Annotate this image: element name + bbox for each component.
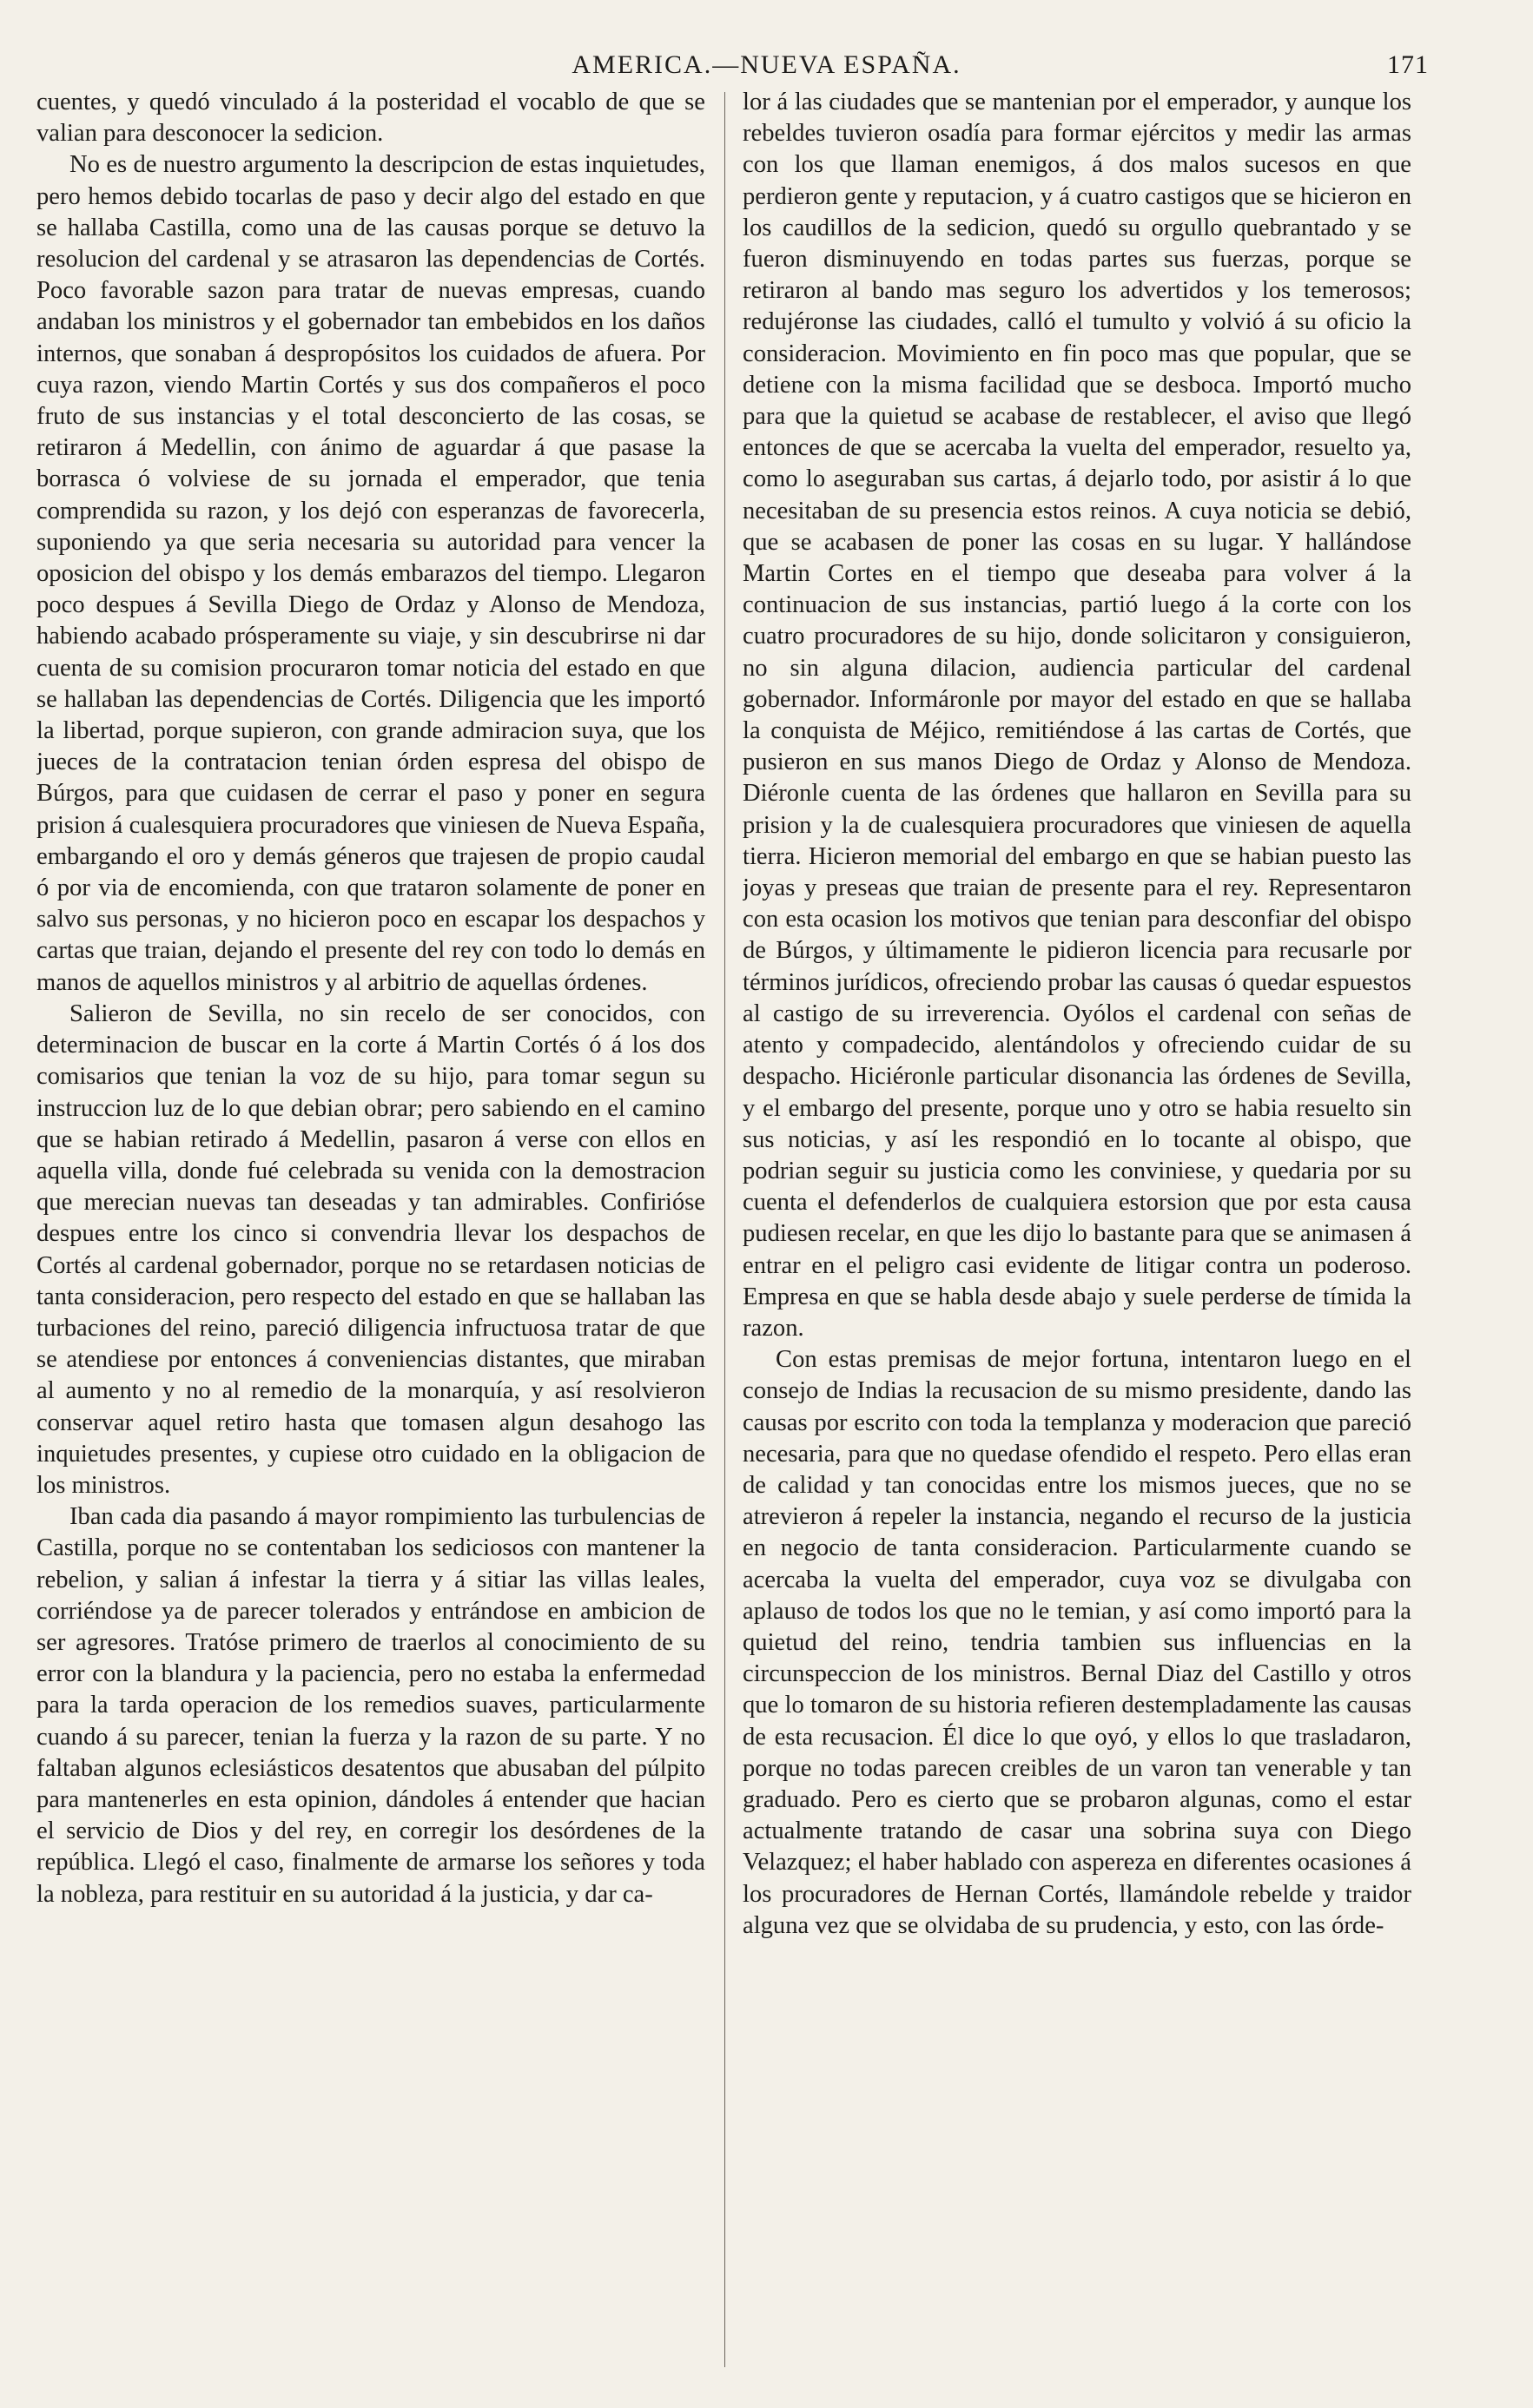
running-head [0, 43, 1533, 87]
right-column [743, 87, 1411, 2371]
right-paragraph-1: lor á las ciudades que se mantenian por el emperador, y aunque los rebeldes tuvieron osadía para formar ejércitos y medir las armas con los que llaman enemigos, á dos malos sucesos en que perdieron gente y reputacion, y á cuatro castigos que se hicieron en los caudillos de la sedicion, quedó su orgullo quebrantado y se fueron disminuyendo en todas partes sus fuerzas, porque se retiraron al bando mas seguro los advertidos y los temerosos; redujéronse las ciudades, calló el tumulto y volvió á su oficio la consideracion. Movimiento en fin poco mas que popular, que se detiene con la misma facilidad que se desboca. Importó mucho para que la quietud se acabase de restablecer, el aviso que llegó entonces de que se acercaba la vuelta del emperador, resuelto ya, como lo aseguraban sus cartas, á dejarlo todo, por asistir á lo que necesitaban de su presencia estos reinos. A cuya noticia se debió, que se acabasen de poner las cosas en su lugar. Y hallándose Martin Cortes en el tiempo que deseaba para volver á la continuacion de sus instancias, partió luego á la corte con los cuatro procuradores de su hijo, donde solicitaron y consiguieron, no sin alguna dilacion, audiencia particular del cardenal gobernador. Informáronle por mayor del estado en que se hallaba la conquista de Méjico, remitiéndose á las cartas de Cortés, que pusieron en sus manos Diego de Ordaz y Alonso de Mendoza. Diéronle cuenta de las órdenes que hallaron en Sevilla para su prision y la de cualesquiera procuradores que viniesen de aquella tierra. Hicieron memorial del embargo en que se habian puesto las joyas y preseas que traian de presente para el rey. Representaron con esta ocasion los motivos que tenian para desconfiar del obispo de Búrgos, y últimamente le pidieron licencia para recusarle por términos jurídicos, ofreciendo probar las causas ó quedar espuestos al castigo de su irreverencia. Oyólos el cardenal con señas de atento y compadecido, alentándolos y ofreciendo cuidar de su despacho. Hiciéronle particular disonancia las órdenes de Sevilla, y el embargo del presente, porque uno y otro se habia resuelto sin sus noticias, y así les respondió en lo tocante al obispo, que podrian seguir su justicia como les conviniese, y quedaria por su cuenta el defenderlos de cualquiera estorsion que por esta causa pudiesen recelar, en que les dijo lo bastante para que se animasen á entrar en el peligro casi evidente de litigar contra un poderoso. Empresa en que se habla desde abajo y suele perderse de tímida la razon. [743, 89, 1411, 1342]
left-paragraph-4: Iban cada dia pasando á mayor rompimiento las turbulencias de Castilla, porque no se contentaban los sediciosos con mantener la rebelion, y salian á infestar la tierra y á sitiar las villas leales, corriéndose ya de parecer tolerados y entrándose en ambicion de ser agresores. Tratóse primero de traerlos al conocimiento de su error con la blandura y la paciencia, pero no estaba la enfermedad para la tarda operacion de los remedios suaves, particularmente cuando á su parecer, tenian la fuerza y la razon de su parte. Y no faltaban algunos eclesiásticos desatentos que abusaban del púlpito para mantenerles en esta opinion, dándoles á entender que hacian el servicio de Dios y del rey, en corregir los desórdenes de la república. Llegó el caso, finalmente de armarse los señores y toda la nobleza, para restituir en su autoridad á la justicia, y dar ca- [36, 1503, 705, 1908]
left-paragraph-1: cuentes, y quedó vinculado á la posteridad el vocablo de que se valian para desconocer la sedicion. [36, 89, 705, 148]
left-paragraph-3: Salieron de Sevilla, no sin recelo de ser conocidos, con determinacion de buscar en la corte á Martin Cortés ó á los dos comisarios que tenian la voz de su hijo, para tomar segun su instruccion luz de lo que debian obrar; pero sabiendo en el camino que se habian retirado á Medellin, pasaron á verse con ellos en aquella villa, donde fué celebrada su venida con la demostracion que merecian nuevas tan deseadas y tan admirables. Confirióse despues entre los cinco si convendria llevar los despachos de Cortés al cardenal gobernador, porque no se retardasen noticias de tanta consideracion, pero respecto del estado en que se hallaban las turbaciones del reino, pareció diligencia infructuosa tratar de que se atendiese por entonces á conveniencias distantes, que miraban al aumento y no al remedio de la monarquía, y así resolvieron conservar aquel retiro hasta que tomasen algun desahogo las inquietudes presentes, y cupiese otro cuidado en la obligacion de los ministros. [36, 999, 705, 1499]
left-column [36, 87, 705, 2371]
page-number: 171 [1387, 50, 1429, 79]
left-paragraph-2: No es de nuestro argumento la descripcion de estas inquietudes, pero hemos debido tocarlas de paso y decir algo del estado en que se hallaba Castilla, como una de las causas porque se detuvo la resolucion del cardenal y se atrasaron las dependencias de Cortés. Poco favorable sazon para tratar de nuevas empresas, cuando andaban los ministros y el gobernador tan embebidos en los daños internos, que sonaban á despropósitos los cuidados de afuera. Por cuya razon, viendo Martin Cortés y sus dos compañeros el poco fruto de sus instancias y el total desconcierto de las cosas, se retiraron á Medellin, con ánimo de aguardar á que pasase la borrasca ó volviese de su jornada el emperador, que tenia comprendida su razon, y los dejó con esperanzas de favorecerla, suponiendo ya que seria necesaria su autoridad para vencer la oposicion del obispo y los demás embarazos del tiempo. Llegaron poco despues á Sevilla Diego de Ordaz y Alonso de Mendoza, habiendo acabado prósperamente su viaje, y sin descubrirse ni dar cuenta de su comision procuraron tomar noticia del estado en que se hallaban las dependencias de Cortés. Diligencia que les importó la libertad, porque supieron, con grande admiracion suya, que los jueces de la contratacion tenian órden espresa del obispo de Búrgos, para que cuidasen de cerrar el paso y poner en segura prision á cualesquiera procuradores que viniesen de Nueva España, embargando el oro y demás géneros que trajesen de propio caudal ó por via de encomienda, con que trataron solamente de poner en salvo sus personas, y no hicieron poco en escapar los despachos y cartas que traian, dejando el presente del rey con todo lo demás en manos de aquellos ministros y al arbitrio de aquellas órdenes. [36, 151, 705, 996]
column-divider [724, 92, 725, 2367]
running-title: AMERICA.—NUEVA ESPAÑA. [572, 50, 961, 79]
right-paragraph-2: Con estas premisas de mejor fortuna, intentaron luego en el consejo de Indias la recusacion de su mismo presidente, dando las causas por escrito con toda la templanza y moderacion que pareció necesaria, para que no quedase ofendido el respeto. Pero ellas eran de calidad y tan conocidas entre los mismos jueces, que no se atrevieron á repeler la instancia, negando el recurso de la justicia en negocio de tanta consideracion. Particularmente cuando se acercaba la vuelta del emperador, cuya voz se divulgaba con aplauso de todos los que no le temian, y así como importó para la quietud del reino, tendria tambien sus influencias en la circunspeccion de los ministros. Bernal Diaz del Castillo y otros que lo tomaron de su historia refieren destempladamente las causas de esta recusacion. Él dice lo que oyó, y ellos lo que trasladaron, porque no todas parecen creibles de un varon tan venerable y tan graduado. Pero es cierto que se probaron algunas, como el estar actualmente tratando de casar una sobrina suya con Diego Velazquez; el haber hablado con aspereza en diferentes ocasiones á los procuradores de Hernan Cortés, llamándole rebelde y traidor alguna vez que se olvidaba de su prudencia, y esto, con las órde- [743, 1346, 1411, 1939]
